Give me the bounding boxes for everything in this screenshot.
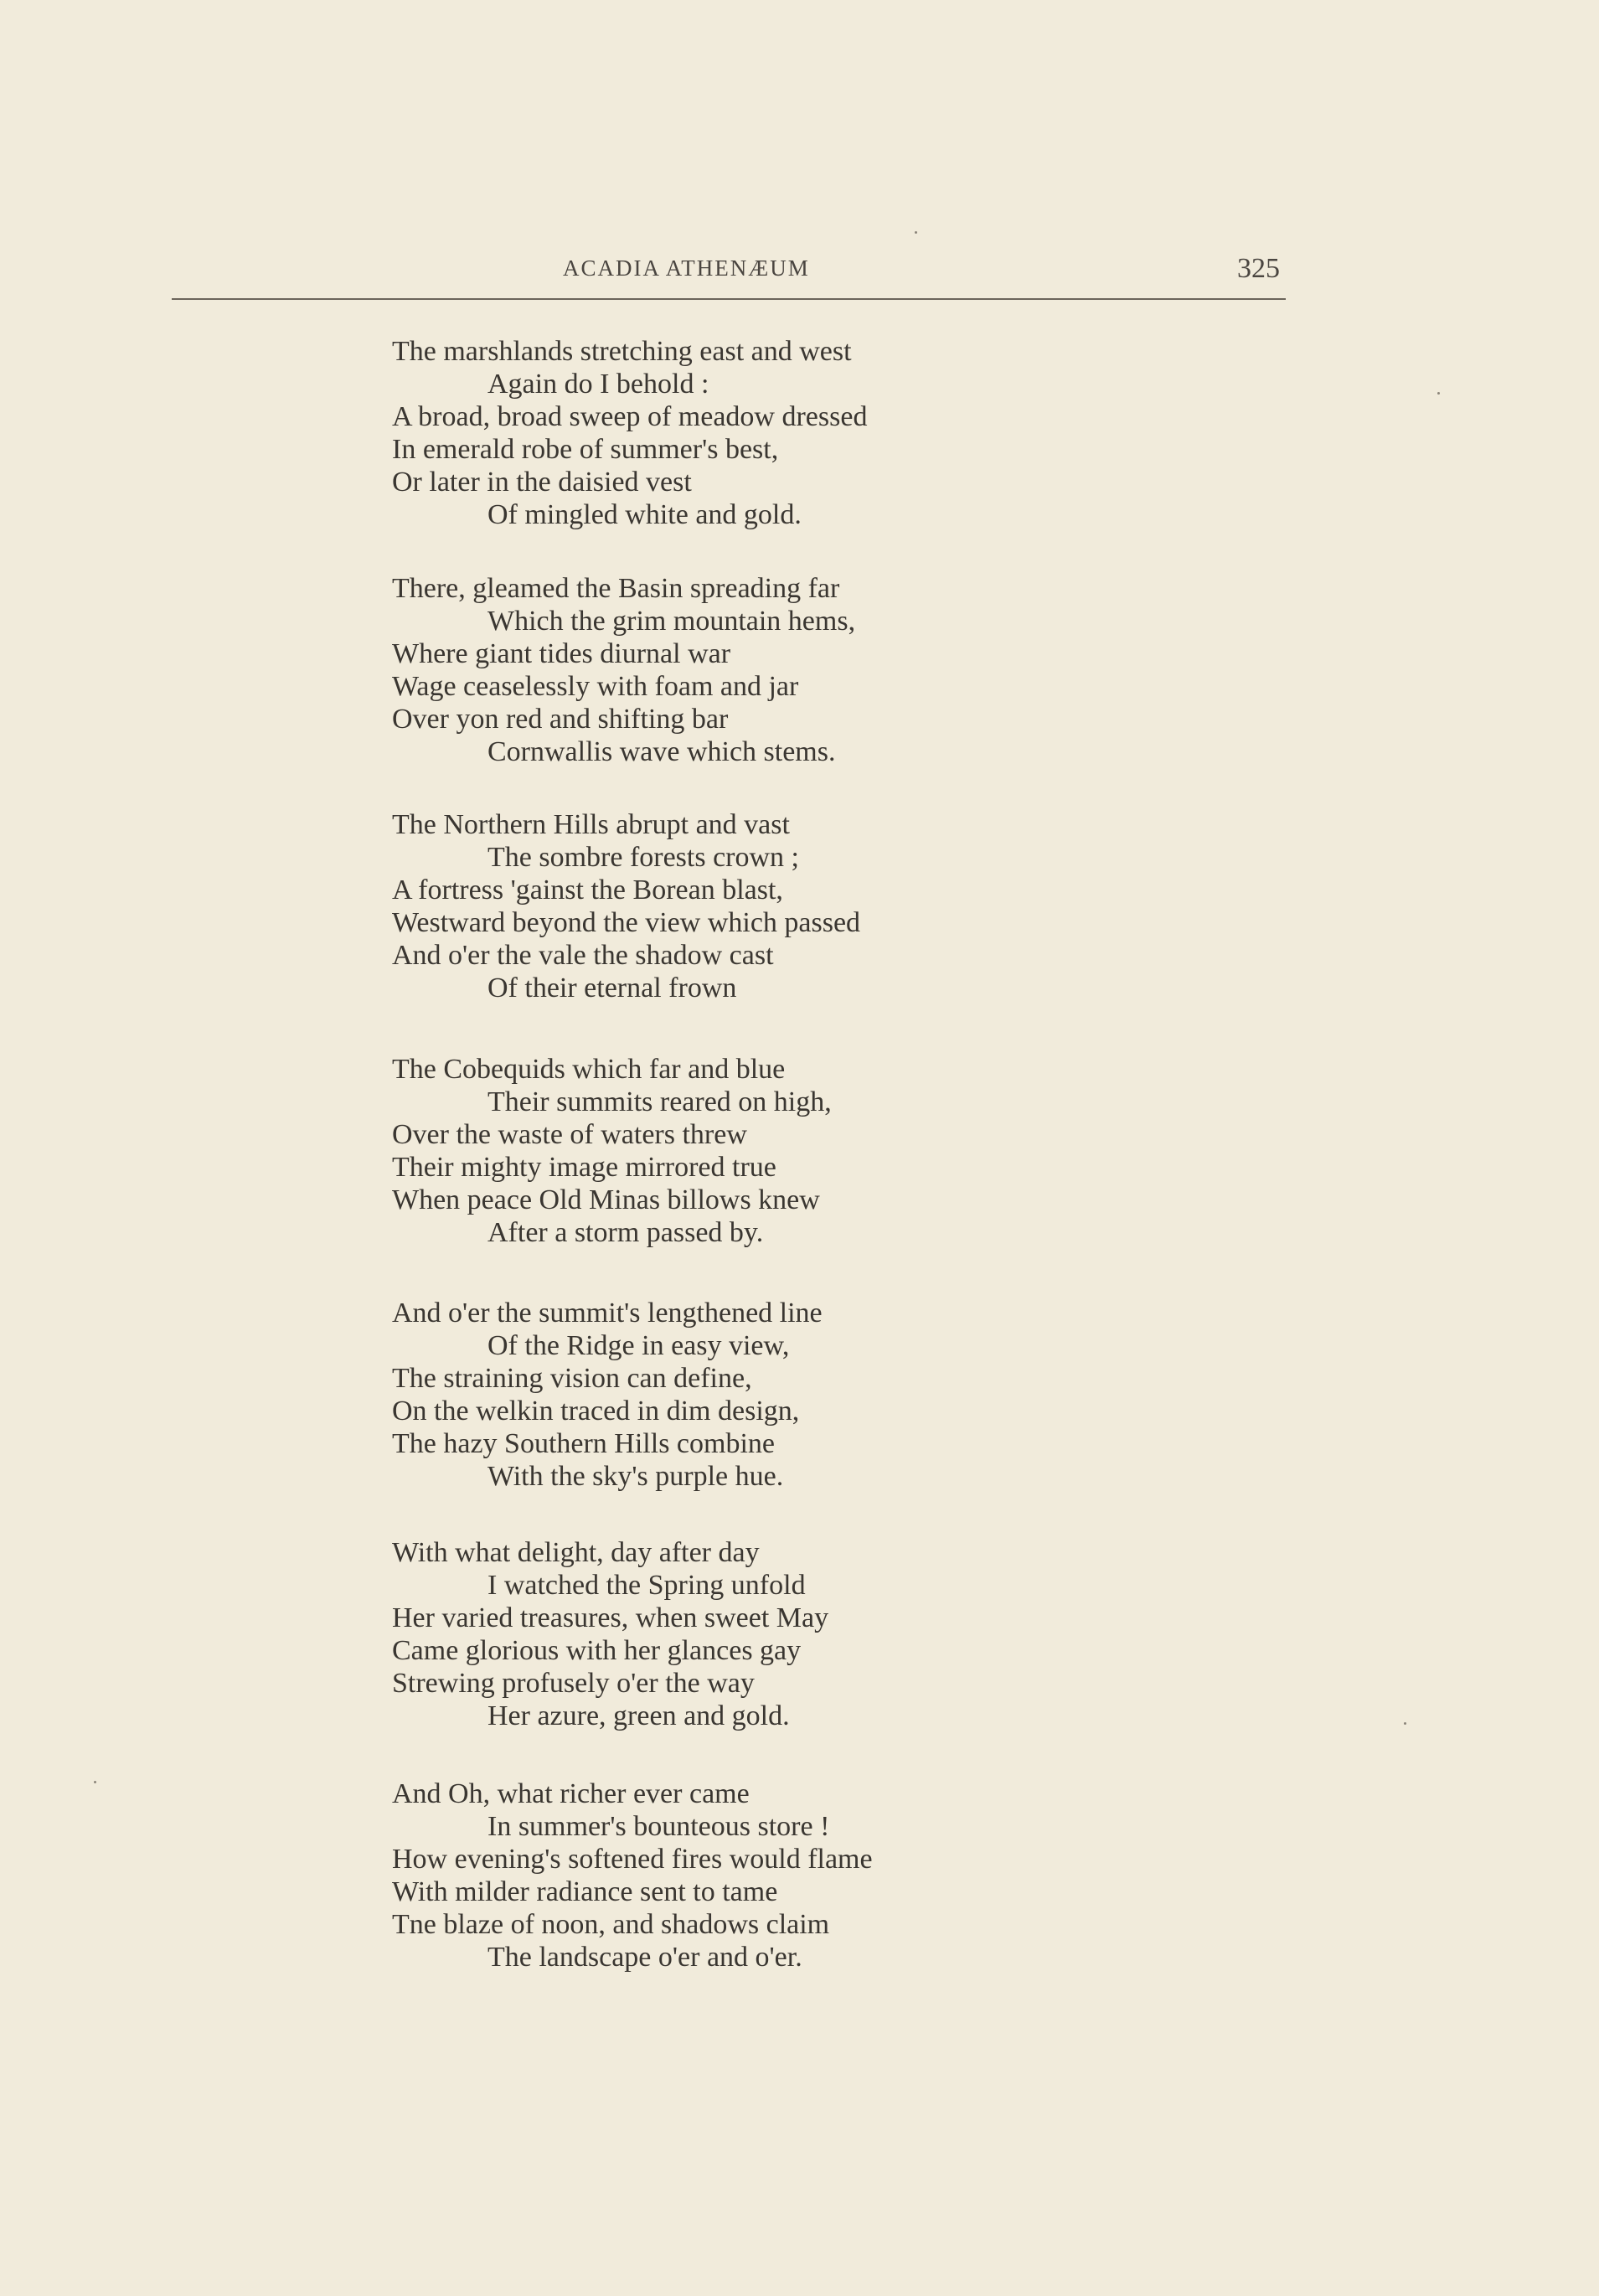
paper-speck	[915, 231, 917, 234]
poem-line-indented: Cornwallis wave which stems.	[487, 736, 836, 767]
poem-line: The marshlands stretching east and west	[392, 336, 852, 367]
poem-line: In emerald robe of summer's best,	[392, 434, 779, 465]
stanza-4	[392, 1053, 832, 1249]
poem-line: How evening's softened fires would flame	[392, 1844, 873, 1875]
poem-line: Came glorious with her glances gay	[392, 1635, 802, 1666]
running-title: ACADIA ATHENÆUM	[563, 255, 810, 281]
poem-line: And o'er the summit's lengthened line	[392, 1298, 823, 1329]
poem-line: The Northern Hills abrupt and vast	[392, 809, 790, 840]
poem-line: Or later in the daisied vest	[392, 467, 692, 498]
poem-line: Tne blaze of noon, and shadows claim	[392, 1909, 830, 1940]
poem-line: Strewing profusely o'er the way	[392, 1668, 755, 1699]
poem-line: The Cobequids which far and blue	[392, 1054, 786, 1085]
stanza-1	[392, 335, 867, 531]
poem-line-indented: Again do I behold :	[487, 369, 709, 400]
poem-line: Her varied treasures, when sweet May	[392, 1602, 829, 1633]
stanza-7	[392, 1777, 873, 1974]
poem-line: With what delight, day after day	[392, 1537, 760, 1568]
stanza-5	[392, 1297, 823, 1493]
poem-line-indented: The sombre forests crown ;	[487, 842, 800, 873]
poem-line: When peace Old Minas billows knew	[392, 1184, 820, 1215]
poem-line-indented: The landscape o'er and o'er.	[487, 1942, 802, 1973]
header-rule	[172, 298, 1286, 300]
poem-line: Over the waste of waters threw	[392, 1119, 747, 1150]
poem-line: On the welkin traced in dim design,	[392, 1396, 800, 1427]
stanza-6	[392, 1536, 828, 1732]
poem-line: There, gleamed the Basin spreading far	[392, 573, 840, 604]
poem-line: Where giant tides diurnal war	[392, 638, 731, 669]
stanza-2	[392, 572, 855, 768]
poem-line-indented: After a storm passed by.	[487, 1217, 764, 1248]
poem-line: A broad, broad sweep of meadow dressed	[392, 401, 868, 432]
poem-line-indented: Her azure, green and gold.	[487, 1700, 790, 1731]
poem-line: The hazy Southern Hills combine	[392, 1428, 776, 1459]
paper-speck	[1437, 392, 1440, 395]
poem-line-indented: Of mingled white and gold.	[487, 499, 802, 530]
poem-line-indented: Their summits reared on high,	[487, 1086, 832, 1117]
poem-line-indented: With the sky's purple hue.	[487, 1461, 784, 1492]
poem-line-indented: In summer's bounteous store !	[487, 1811, 830, 1842]
poem-line: And o'er the vale the shadow cast	[392, 940, 774, 971]
stanza-3	[392, 808, 860, 1004]
poem-line: Their mighty image mirrored true	[392, 1152, 776, 1183]
poem-line-indented: Which the grim mountain hems,	[487, 606, 856, 637]
poem-line: Wage ceaselessly with foam and jar	[392, 671, 799, 702]
poem-line: And Oh, what richer ever came	[392, 1778, 750, 1809]
poem-line: The straining vision can define,	[392, 1363, 752, 1394]
page-number: 325	[1237, 253, 1280, 284]
poem-line-indented: Of their eternal frown	[487, 973, 737, 1004]
paper-speck	[1404, 1722, 1406, 1725]
paper-speck	[94, 1781, 96, 1783]
poem-line: Westward beyond the view which passed	[392, 907, 861, 938]
poem-line-indented: I watched the Spring unfold	[487, 1570, 806, 1601]
poem-line: With milder radiance sent to tame	[392, 1876, 778, 1907]
poem-line-indented: Of the Ridge in easy view,	[487, 1330, 790, 1361]
poem-line: A fortress 'gainst the Borean blast,	[392, 875, 783, 906]
poem-line: Over yon red and shifting bar	[392, 704, 729, 735]
